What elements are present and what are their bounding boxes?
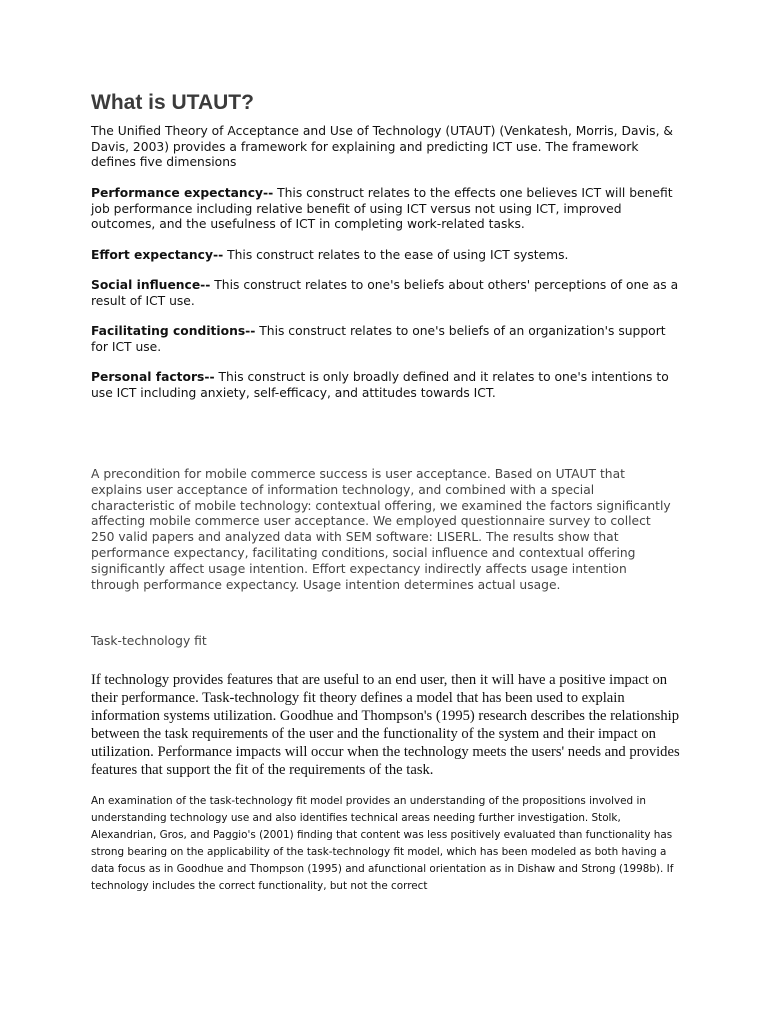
- dimension-text: This construct relates to the ease of using ICT systems.: [223, 248, 569, 262]
- dimension-text: This construct relates to the effects one believes ICT will benefit job performance including relative benefit of using ICT versus not using ICT, improved outcomes, and the usefulness of ICT in completing work-related tasks.: [91, 186, 673, 232]
- dimension-effort-expectancy: [91, 248, 681, 264]
- dimension-personal-factors: [91, 370, 681, 401]
- dimension-text: This construct is only broadly defined and it relates to one's intentions to use ICT including anxiety, self-efficacy, and attitudes towards ICT.: [91, 370, 669, 400]
- dimension-term: Social influence--: [91, 278, 211, 292]
- ttf-heading: Task-technology fit: [91, 634, 207, 648]
- intro-paragraph: The Unified Theory of Acceptance and Use of Technology (UTAUT) (Venkatesh, Morris, Davis, & Davis, 2003) provides a framework for explaining and predicting ICT use. The framework defines five dimensions: [91, 124, 673, 170]
- page-title: What is UTAUT?: [91, 91, 254, 114]
- dimension-performance-expectancy: [91, 186, 681, 233]
- dimension-term: Performance expectancy--: [91, 186, 274, 200]
- dimension-facilitating-conditions: [91, 324, 681, 355]
- dimension-term: Facilitating conditions--: [91, 324, 256, 338]
- dimension-social-influence: [91, 278, 681, 309]
- ttf-paragraph: If technology provides features that are useful to an end user, then it will have a positive impact on their performance. Task-technology fit theory defines a model that has been used to explain information systems utilization. Goodhue and Thompson's (1995) research describes the relationship between the task requirements of the user and the functionality of the system and their impact on utilization. Performance impacts will occur when the technology meets the users' needs and provides features that support the fit of the requirements of the task.: [91, 672, 680, 778]
- mcommerce-paragraph: A precondition for mobile commerce success is user acceptance. Based on UTAUT that explains user acceptance of information technology, and combined with a special characteristic of mobile technology: contextual offering, we examined the factors significantly affecting mobile commerce user acceptance. We employed questionnaire survey to collect 250 valid papers and analyzed data with SEM software: LISERL. The results show that performance expectancy, facilitating conditions, social influence and contextual offering significantly affect usage intention. Effort expectancy indirectly affects usage intention through performance expectancy. Usage intention determines actual usage.: [91, 467, 671, 592]
- dimension-text: This construct relates to one's beliefs of an organization's support for ICT use.: [91, 324, 666, 354]
- dimension-term: Effort expectancy--: [91, 248, 224, 262]
- dimension-term: Personal factors--: [91, 370, 215, 384]
- ttf-examination-paragraph: An examination of the task-technology fit model provides an understanding of the propositions involved in understanding technology use and also identifies technical areas needing further investigation. Stolk, Alexandrian, Gros, and Paggio's (2001) finding that content was less positively evaluated than functionality has strong bearing on the applicability of the task-technology fit model, which has been modeled as both having a data focus as in Goodhue and Thompson (1995) and afunctional orientation as in Dishaw and Strong (1998b). If technology includes the correct functionality, but not the correct: [91, 795, 674, 893]
- dimension-text: This construct relates to one's beliefs about others' perceptions of one as a result of ICT use.: [91, 278, 679, 308]
